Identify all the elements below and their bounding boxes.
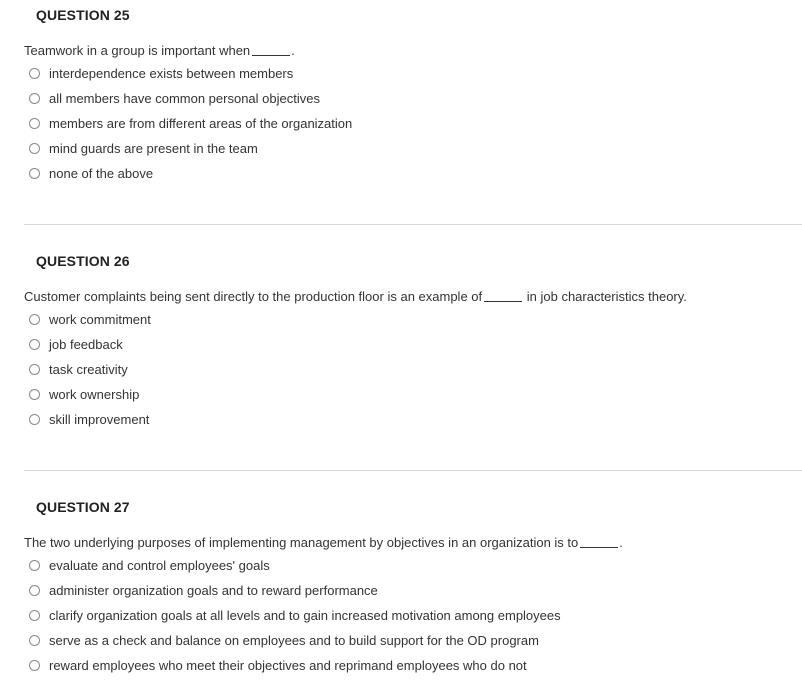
radio-button[interactable] — [29, 635, 40, 646]
answer-option-label: job feedback — [49, 337, 123, 352]
radio-button[interactable] — [29, 314, 40, 325]
radio-button[interactable] — [29, 168, 40, 179]
answer-option[interactable] — [29, 603, 561, 628]
radio-button[interactable] — [29, 660, 40, 671]
radio-button[interactable] — [29, 610, 40, 621]
answer-option-label: administer organization goals and to reward performance — [49, 583, 378, 598]
question-title: QUESTION 26 — [36, 253, 130, 269]
answer-option[interactable] — [29, 136, 352, 161]
answer-option[interactable] — [29, 553, 561, 578]
question-prompt-end: . — [619, 535, 623, 550]
answer-option-label: serve as a check and balance on employees and to build support for the OD program — [49, 633, 539, 648]
question-prompt: Customer complaints being sent directly to the production floor is an example of — [24, 289, 483, 304]
answer-option-label: none of the above — [49, 166, 154, 181]
question-27 — [0, 492, 802, 685]
radio-button[interactable] — [29, 585, 40, 596]
question-divider — [24, 224, 802, 225]
answer-option[interactable] — [29, 111, 352, 136]
answer-option[interactable] — [29, 357, 151, 382]
answer-option[interactable] — [29, 578, 561, 603]
answer-blank — [580, 537, 618, 548]
radio-button[interactable] — [29, 414, 40, 425]
radio-button[interactable] — [29, 68, 40, 79]
answer-option[interactable] — [29, 161, 352, 186]
question-header — [0, 0, 802, 46]
question-header — [0, 246, 802, 292]
question-title: QUESTION 27 — [36, 499, 130, 515]
question-divider — [24, 470, 802, 471]
answer-option[interactable] — [29, 653, 561, 678]
answer-option[interactable] — [29, 332, 151, 357]
question-prompt: The two underlying purposes of implementing management by objectives in an organization is to — [24, 535, 579, 550]
answer-option[interactable] — [29, 61, 352, 86]
question-26 — [0, 246, 802, 492]
radio-button[interactable] — [29, 389, 40, 400]
answer-blank — [252, 45, 290, 56]
answer-blank — [484, 291, 522, 302]
answer-option[interactable] — [29, 407, 151, 432]
answer-option-label: reward employees who meet their objectives and reprimand employees who do not — [49, 658, 527, 673]
answer-option-label: skill improvement — [49, 412, 150, 427]
question-25 — [0, 0, 802, 246]
answer-option[interactable] — [29, 86, 352, 111]
answer-option-label: work commitment — [49, 312, 151, 327]
answer-option-label: all members have common personal objectives — [49, 91, 320, 106]
answer-option-label: clarify organization goals at all levels and to gain increased motivation among employees — [49, 608, 561, 623]
question-title: QUESTION 25 — [36, 7, 130, 23]
answer-option[interactable] — [29, 382, 151, 407]
answer-option-label: interdependence exists between members — [49, 66, 294, 81]
answer-option-label: members are from different areas of the organization — [49, 116, 353, 131]
answer-option-label: work ownership — [49, 387, 140, 402]
answer-option[interactable] — [29, 307, 151, 332]
question-prompt: Teamwork in a group is important when — [24, 43, 251, 58]
radio-button[interactable] — [29, 339, 40, 350]
question-prompt-end: in job characteristics theory. — [526, 289, 687, 304]
answer-options — [29, 307, 151, 432]
question-text — [24, 535, 623, 550]
answer-option[interactable] — [29, 628, 561, 653]
answer-option-label: evaluate and control employees' goals — [49, 558, 270, 573]
answer-option-label: mind guards are present in the team — [49, 141, 258, 156]
question-text — [24, 289, 687, 304]
answer-options — [29, 61, 352, 186]
question-header — [0, 492, 802, 538]
answer-option-label: task creativity — [49, 362, 128, 377]
answer-options — [29, 553, 561, 678]
radio-button[interactable] — [29, 118, 40, 129]
radio-button[interactable] — [29, 364, 40, 375]
question-prompt-end: . — [291, 43, 295, 58]
question-text — [24, 43, 295, 58]
radio-button[interactable] — [29, 560, 40, 571]
radio-button[interactable] — [29, 93, 40, 104]
radio-button[interactable] — [29, 143, 40, 154]
